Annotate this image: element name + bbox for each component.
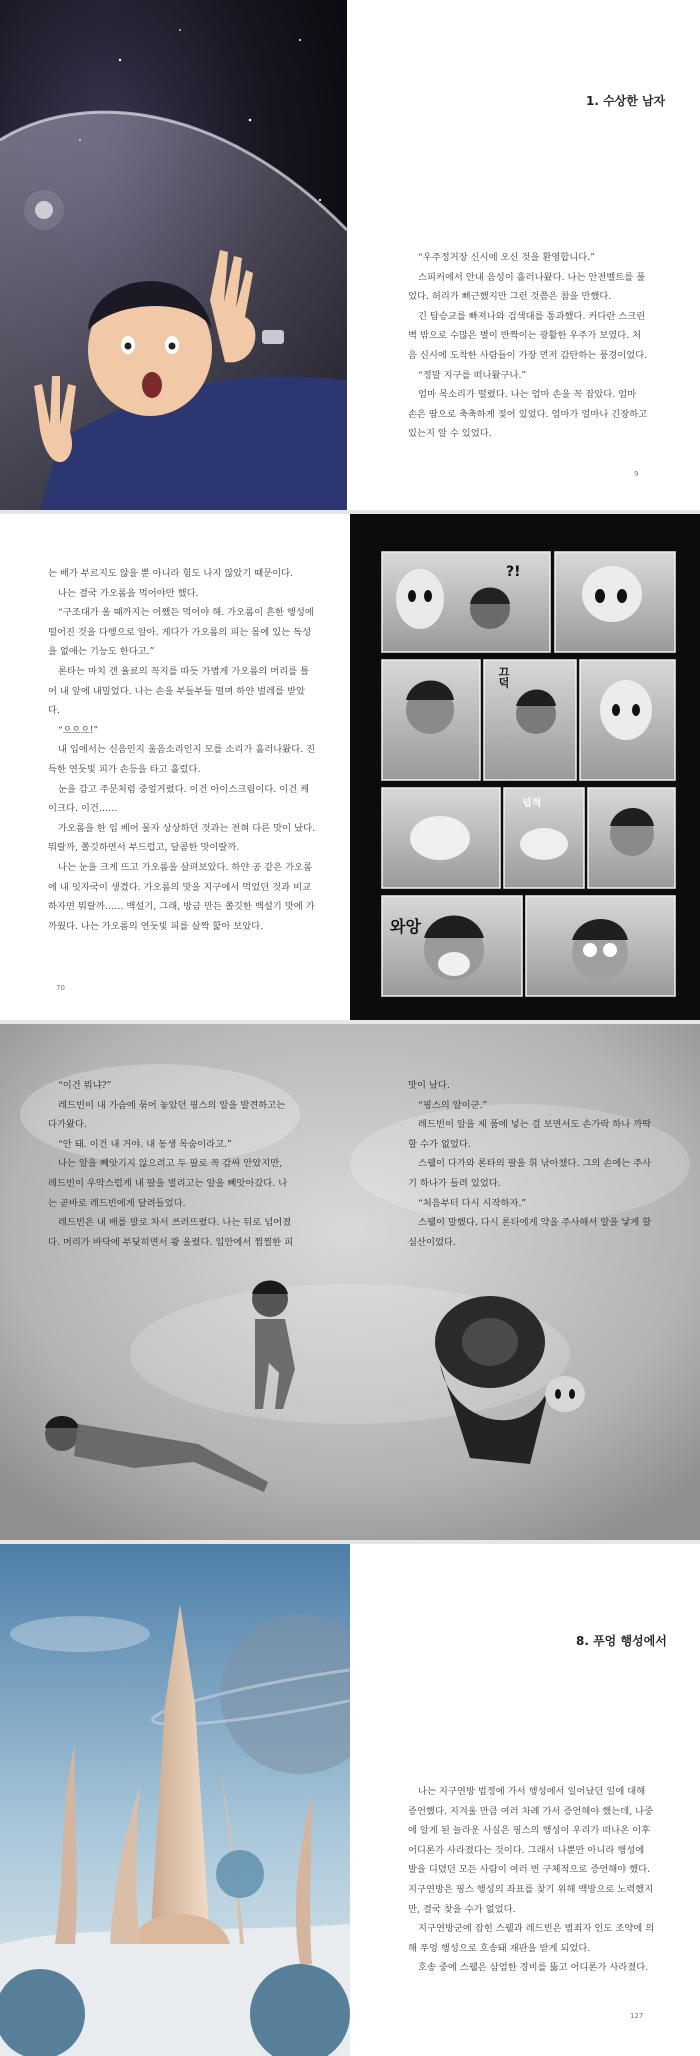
paragraph: 엄마 목소리가 떨렸다. 나는 엄마 손을 꼭 잡았다. 엄마 손은 땀으로 축축하게 젖어 있었다. 엄마가 얼마나 긴장하고 있는지 알 수 있었다. (408, 389, 648, 440)
spread-3 (0, 1024, 700, 1540)
comic-page (350, 514, 700, 1020)
chapter-title: 8. 푸엉 행성에서 (576, 1634, 667, 1648)
alien-tower-landscape-illustration (0, 1544, 350, 2056)
paragraph: “핑스의 알이군.” (418, 1099, 488, 1111)
page-9-text (408, 248, 648, 444)
paragraph: 내 입에서는 신음인지 울음소리인지 모를 소리가 흘러나왔다. 진득한 연둣빛 피가 손등을 타고 흘렀다. (48, 744, 316, 775)
paragraph: 나는 알을 빼앗기지 않으려고 두 팔로 꼭 감싸 안았지만, 레드빈이 우악스럽게 내 팔을 벌리고는 알을 빼앗아갔다. 나는 곧바로 레드빈에게 달려들었다. (48, 1158, 288, 1209)
comic-sfx: 와앙 (390, 917, 421, 936)
paragraph: “이건 뭐냐?” (58, 1080, 112, 1091)
paragraph: 나는 지구연방 법정에 가서 행성에서 일어났던 일에 대해 증언했다. 지겨울 만큼 여러 차례 가서 증언해야 했는데, 나중에 알게 된 놀라운 사실은 핑스의 행성이 우리가 떠나온 이후 어디론가 사라졌다는 것이다. 그래서 나뿐만 아니라 행성에 발을 디뎠던 모든 사람이 여러 번 구체적으로 증언해야 했다. 지구연방은 핑스 행성의 좌표를 찾기 위해 백방으로 노력했지만, 결국 찾을 수가 없었다. (408, 1786, 654, 1915)
paragraph: 론타는 마치 갠 율료의 꼭지를 따듯 가볍게 가오롬의 머리를 틀어 내 앞에 내밀었다. 나는 손을 부들부들 떨며 하얀 벌레를 받았다. (48, 665, 310, 717)
paragraph: “처음부터 다시 시작하자.” (418, 1197, 527, 1209)
spread-1 (0, 0, 700, 510)
paragraph: 스피커에서 안내 음성이 흘러나왔다. 나는 안전벨트를 풀었다. 허리가 뻐근했지만 그런 것쯤은 참을 만했다. (408, 271, 646, 303)
paragraph: 스웰이 다가와 론타의 팔을 휘 낚아챘다. 그의 손에는 주사기 하나가 들려 있었다. (408, 1158, 652, 1189)
paragraph: 는 배가 부르지도 않을 뿐 아니라 힘도 나지 않았기 때문이다. (48, 568, 294, 579)
comic-sfx: 넙적 (522, 798, 542, 809)
boy-in-space-dome-illustration (0, 0, 347, 510)
spread-2 (0, 514, 700, 1020)
paragraph: 맛이 났다. (408, 1080, 450, 1091)
page-number: 127 (630, 2012, 644, 2020)
paragraph: 레드빈이 알을 제 품에 넣는 걸 보면서도 손가락 하나 까딱할 수가 없었다. (408, 1119, 652, 1150)
page-70-text (48, 564, 316, 936)
paragraph: 레드빈은 내 배를 발로 차서 쓰러뜨렸다. 나는 뒤로 넘어졌다. 머리가 바닥에 부딪히면서 쾅 울렸다. 입안에서 찝찔한 피 (48, 1217, 294, 1248)
comic-sfx: ?! (506, 564, 521, 580)
paragraph: 나는 눈을 크게 뜨고 가오롬을 살펴보았다. 하얀 공 같은 가오롬에 내 잇자국이 생겼다. 가오롬의 맛을 지구에서 먹었던 것과 비교하자면 뭐랄까…… 백설기, 그래, 방금 만든 쫄깃한 백설기 맛에 가까웠다. 나는 가오롬의 연둣빛 피를 살짝 핥아 보았다. (48, 861, 315, 932)
paragraph: “우주정거장 신시에 오신 것을 환영합니다.” (418, 252, 595, 263)
chapter-title: 1. 수상한 남자 (586, 94, 666, 108)
paragraph: 스웰이 말했다. 다시 론타에게 약을 주사해서 알을 낳게 할 심산이었다. (408, 1217, 652, 1248)
paragraph: 눈을 감고 주문처럼 중얼거렸다. 이건 아이스크림이다. 이건 케이크다. 이건…… (48, 783, 310, 815)
paragraph: 나는 결국 가오롬을 먹어야만 했다. (58, 587, 199, 599)
page-left-text (48, 1076, 294, 1252)
comic-sfx: 끄덕 (497, 666, 510, 688)
paragraph: 호송 중에 스웰은 삼엄한 경비를 뚫고 어디론가 사라졌다. (418, 1962, 649, 1974)
page-number: 70 (56, 984, 65, 992)
paragraph: 지구연방군에 잡힌 스웰과 레드빈은 범죄자 인도 조약에 의해 푸엉 행성으로 호송돼 재판을 받게 되었다. (408, 1923, 655, 1954)
paragraph: 가오롬을 한 입 베어 물자 상상하던 것과는 전혀 다른 맛이 났다. 뭐랄까, 쫄깃하면서 부드럽고, 달콤한 맛이랄까. (48, 822, 316, 854)
page-127-text (408, 1782, 656, 1978)
page-number: 9 (634, 470, 639, 478)
paragraph: “구조대가 올 때까지는 어쨌든 먹어야 해. 가오롬이 흔한 행성에 떨어진 것을 다행으로 알아. 게다가 가오롬의 피는 몸에 있는 독성을 없애는 기능도 한다고.” (48, 607, 314, 658)
paragraph: 레드빈이 내 가슴에 묶어 놓았던 핑스의 알을 발견하고는 다가왔다. (48, 1099, 286, 1131)
paragraph: 긴 탑승교를 빠져나와 검색대를 통과했다. 커다란 스크린 벽 밖으로 수많은 별이 반짝이는 광활한 우주가 보였다. 처음 신시에 도착한 사람들이 가장 먼저 감탄하는 풍경이었다. (408, 310, 648, 361)
paragraph: “으으으!” (58, 724, 99, 736)
page-right-text (408, 1076, 654, 1252)
paragraph: “안 돼. 이건 내 거야. 내 동생 목숨이라고.” (58, 1138, 232, 1150)
paragraph: “정말 지구를 떠나왔구나.” (418, 369, 527, 381)
spread-4 (0, 1544, 700, 2056)
